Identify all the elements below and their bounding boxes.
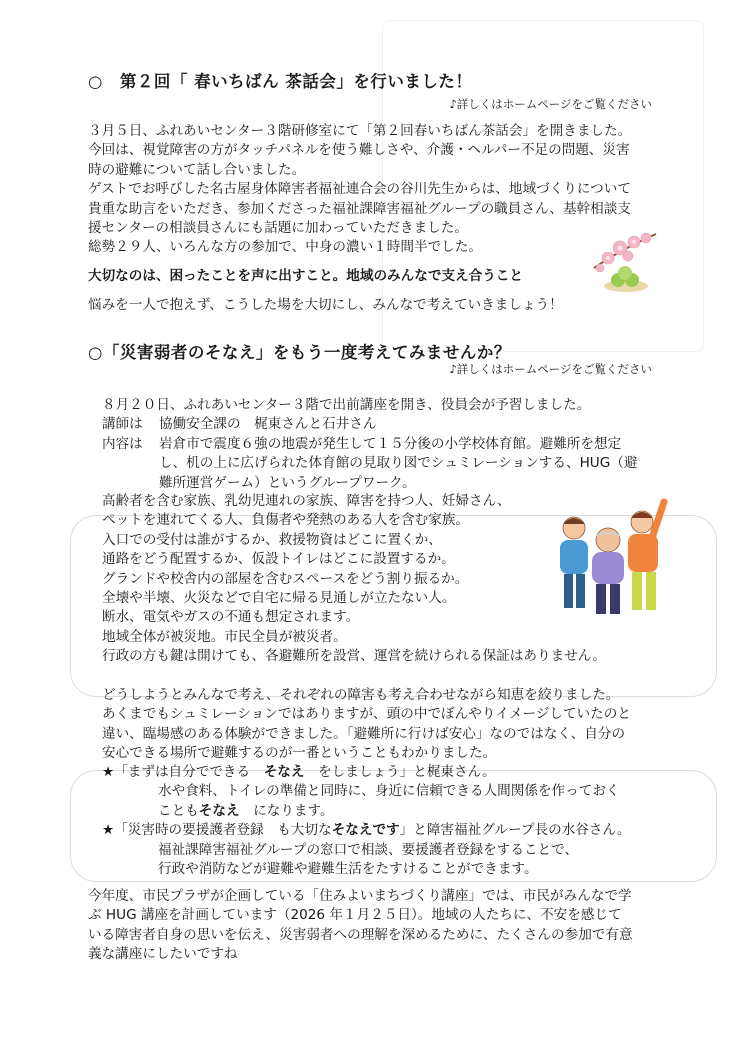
lecturer-term: 講師は bbox=[102, 416, 143, 433]
section2-intro: ８月２０日、ふれあいセンター３階で出前講座を開き、役員会が予習しました。 bbox=[102, 397, 591, 413]
section1-body-line: ３月５日、ふれあいセンター３階研修室にて「第２回春いちばん茶話会」を開きました。 bbox=[88, 123, 632, 139]
tips-block bbox=[102, 763, 630, 879]
reflection-line: どうしようとみんなで考え、それぞれの障害も考え合わせながら知恵を絞りました。 bbox=[102, 687, 620, 703]
section1-body-line: 今回は、視覚障害の方がタッチパネルを使う難しさや、介護・ヘルパー不足の問題、災害 bbox=[88, 142, 630, 159]
scenario-line: ペットを連れてくる人、負傷者や発熱のある人を含む家族。 bbox=[102, 512, 470, 529]
star1-line3-bold: そなえ bbox=[198, 802, 240, 819]
closing-block bbox=[88, 887, 633, 965]
star1-bold: そなえ bbox=[263, 764, 305, 780]
star1-pre: ★「まずは自分でできる bbox=[102, 764, 264, 780]
scenario-block bbox=[102, 492, 606, 667]
scenario-line: グランドや校舎内の部屋を含むスペースをどう割り振るか。 bbox=[102, 570, 469, 587]
closing-line: 義な講座にしたいですね bbox=[88, 946, 238, 963]
star2-pre: ★「災害時の要援護者登録 も大切な bbox=[102, 822, 332, 839]
reflection-line: あくまでもシュミレーションではありますが、頭の中でぼんやりイメージしていたのと bbox=[102, 706, 631, 723]
star2-bold: そなえです bbox=[331, 822, 400, 839]
lecturer-value: 協働安全課の 梶東さんと石井さん bbox=[159, 416, 377, 433]
section1-note: ♪詳しくはホームページをご覧ください bbox=[449, 97, 652, 111]
cherry-blossom-dango-illustration bbox=[590, 228, 660, 296]
scenario-line: 断水、電気やガスの不通も想定されます。 bbox=[102, 609, 360, 626]
scenario-line: 行政の方も鍵は開けても、各避難所を設営、運営を続けられる保証はありません。 bbox=[102, 648, 606, 665]
content-line: 難所運営ゲーム）というグループワーク。 bbox=[159, 474, 416, 491]
closing-line: 今年度、市民プラザが企画している「住みよいまちづくり講座」では、市民がみんなで学 bbox=[88, 888, 632, 904]
star2-line bbox=[102, 821, 630, 840]
closing-line: ぶ HUG 講座を計画しています（2026 年１月２５日）。地域の人たちに、不安を感じて bbox=[88, 907, 622, 924]
reflection-block bbox=[102, 686, 631, 764]
section2-heading: ○「災害弱者のそなえ」をもう一度考えてみませんか？ bbox=[88, 343, 511, 362]
section1-body-line: 時の避難について話し合いました。 bbox=[88, 161, 306, 178]
content-row bbox=[102, 435, 637, 454]
lecturer-row bbox=[102, 415, 637, 434]
scenario-line: 地域全体が被災地。市民全員が被災者。 bbox=[102, 628, 347, 645]
scenario-line: 高齢者を含む家族、乳幼児連れの家族、障害を持つ人、妊婦さん、 bbox=[102, 493, 511, 509]
section1-body-line: 貴重な助言をいただき、参加くださった福祉課障害福祉グループの職員さん、基幹相談支 bbox=[88, 200, 631, 217]
section1-body-line: ゲストでお呼びした名古屋身体障害者福祉連合会の谷川先生からは、地域づくりについて bbox=[88, 181, 631, 198]
scenario-line: 通路をどう配置するか、仮設トイレはどこに設置するか。 bbox=[102, 551, 455, 568]
content-line: し、机の上に広げられた体育館の見取り図でシュミレーションする、HUG（避 bbox=[159, 455, 638, 472]
star2-post: 」と障害福祉グループ長の水谷さん。 bbox=[399, 822, 631, 839]
section1-heading: ○ 第２回「 春いちばん 茶話会」を行いました！ bbox=[88, 72, 473, 91]
content-line: 岩倉市で震度６強の地震が発生して１５分後の小学校体育館。避難所を想定 bbox=[159, 435, 622, 452]
closing-line: いる障害者自身の思いを伝え、災害弱者への理解を深めるために、たくさんの参加で有意 bbox=[88, 926, 633, 943]
people-huddle-illustration bbox=[552, 494, 670, 622]
reflection-line: 安心できる場所で避難するのが一番ということもわかりました。 bbox=[102, 745, 497, 762]
scenario-line: 全壊や半壊、火災などで自宅に帰る見通しが立たない人。 bbox=[102, 590, 456, 607]
star1-detail-2 bbox=[102, 802, 630, 821]
star1-detail: 水や食料、トイレの準備と同時に、身近に信頼できる人間関係を作っておく bbox=[158, 783, 620, 800]
content-term: 内容は bbox=[102, 435, 143, 452]
star1-line3-post: になります。 bbox=[239, 802, 334, 819]
star2-detail-2: 行政や消防などが避難や避難生活をたすけることができます。 bbox=[158, 861, 538, 878]
star1-post: をしましょう」と梶東さん。 bbox=[304, 764, 496, 780]
star2-detail: 福祉課障害福祉グループの窓口で相談、要援護者登録をすることで、 bbox=[158, 841, 579, 858]
section2-intro-block bbox=[102, 396, 637, 493]
section1-body bbox=[88, 122, 631, 258]
section1-body-line: 総勢２９人、いろんな方の参加で、中身の濃い１時間半でした。 bbox=[88, 239, 482, 256]
scenario-line: 入口での受付は誰がするか、救援物資はどこに置くか、 bbox=[102, 531, 442, 548]
star1-line3-pre: ことも bbox=[158, 802, 199, 819]
section1-body-line: 援センターの相談員さんにも話題に加わっていただきました。 bbox=[88, 220, 468, 237]
reflection-line: 違い、臨場感のある体験ができました。「避難所に行けば安心」なのではなく、自分の bbox=[102, 725, 626, 742]
section1-closing: 悩みを一人で抱えず、こうした場を大切にし、みんなで考えていきましょう！ bbox=[88, 297, 563, 313]
section2-note: ♪詳しくはホームページをご覧ください bbox=[449, 362, 652, 376]
star1-line bbox=[102, 763, 630, 782]
section1-emphasis: 大切なのは、困ったことを声に出すこと。地域のみんなで支え合うこと bbox=[88, 268, 523, 284]
